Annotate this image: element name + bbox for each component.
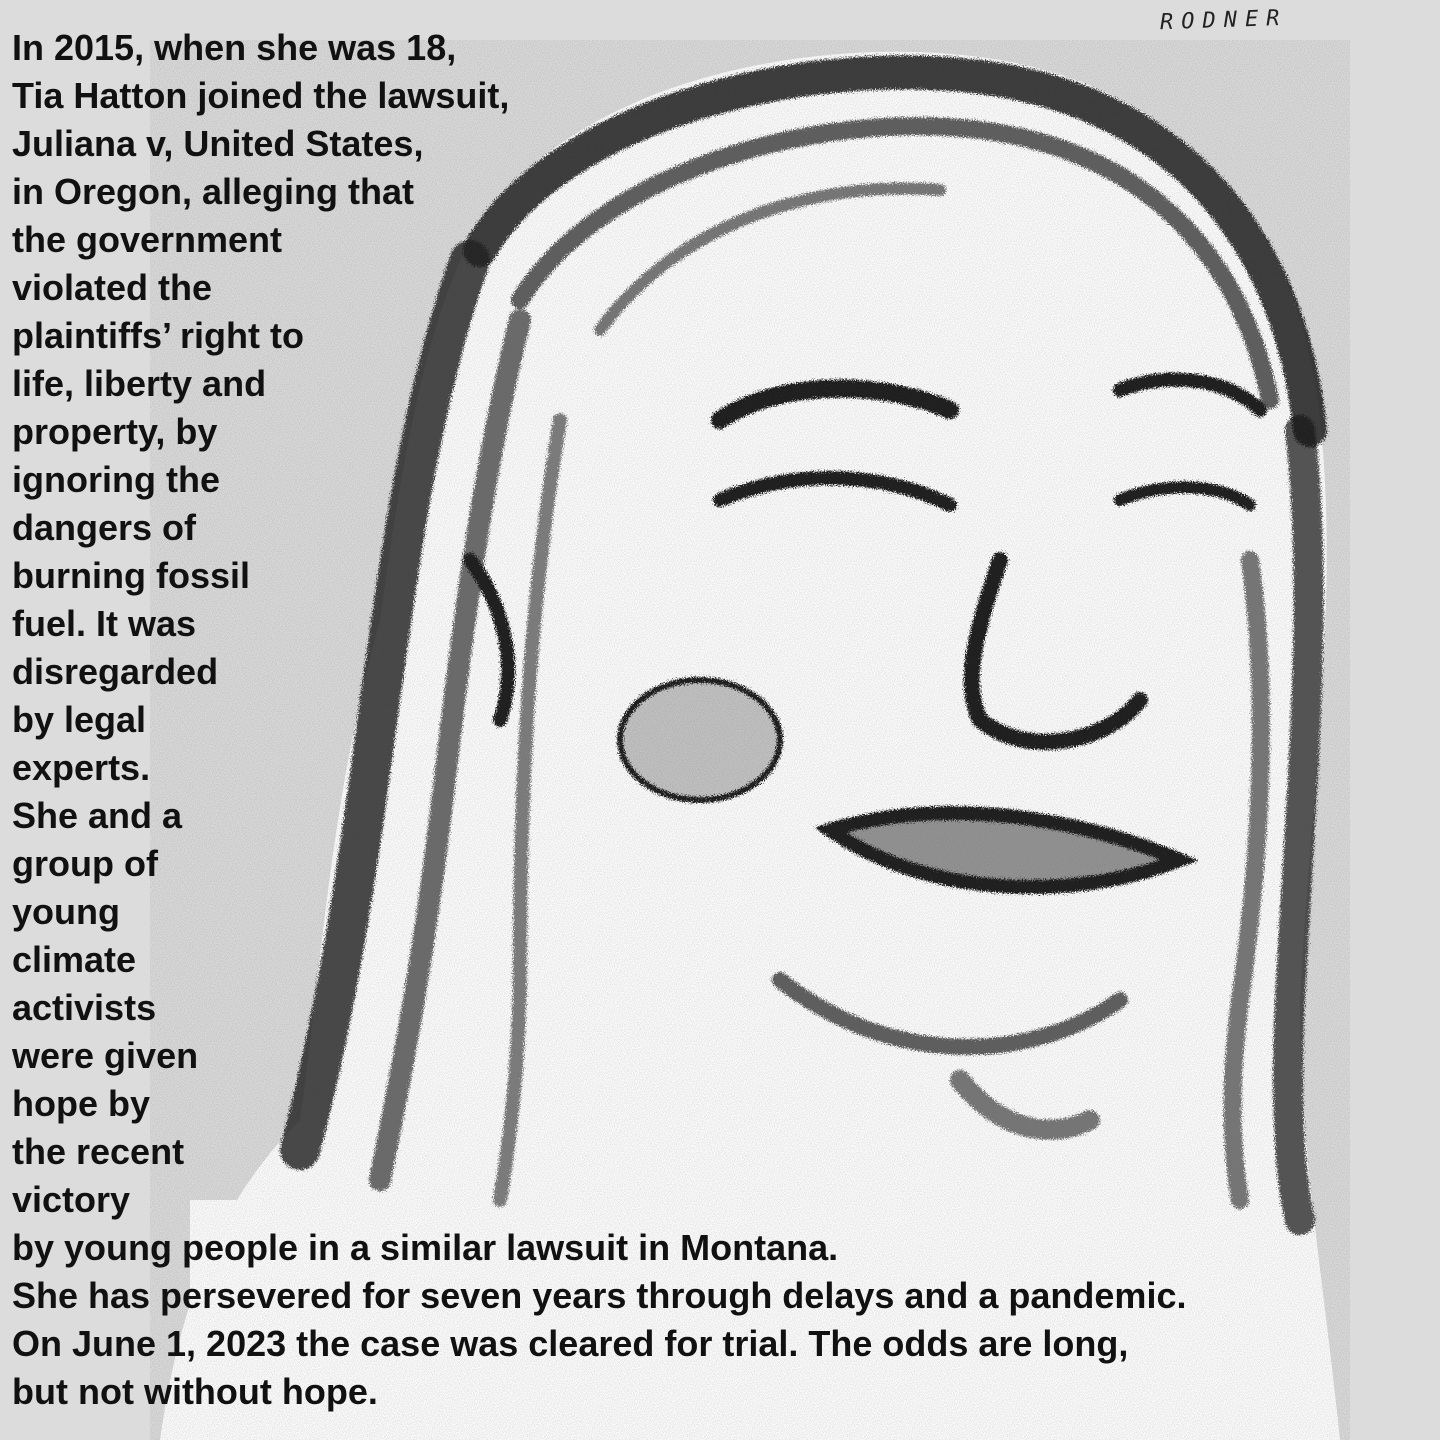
story-line: young (12, 891, 120, 932)
story-line: were given (12, 1035, 199, 1076)
story-text (12, 24, 1186, 1416)
artist-signature: RODNER (1159, 5, 1288, 36)
story-line: the government (12, 219, 283, 260)
story-line: plaintiffs’ right to (12, 315, 304, 356)
story-line: Juliana v, United States, (12, 123, 424, 164)
story-line: violated the (12, 267, 213, 308)
story-line: victory (12, 1179, 131, 1220)
story-line: She and a (12, 795, 183, 836)
story-line: burning fossil (12, 555, 250, 596)
story-line: in Oregon, alleging that (12, 171, 415, 212)
story-line: In 2015, when she was 18, (12, 27, 457, 68)
story-line: fuel. It was (12, 603, 197, 644)
story-line: She has persevered for seven years through delays and a pandemic. (12, 1275, 1187, 1316)
story-line: life, liberty and (12, 363, 267, 404)
story-line: but not without hope. (12, 1371, 378, 1412)
story-line: ignoring the (12, 459, 220, 500)
story-line: dangers of (12, 507, 197, 548)
story-line: experts. (12, 747, 151, 788)
story-line: group of (12, 843, 158, 884)
story-line: by young people in a similar lawsuit in Montana. (12, 1227, 839, 1268)
story-line: climate (12, 939, 137, 980)
story-line: Tia Hatton joined the lawsuit, (12, 75, 510, 116)
story-line: activists (12, 987, 157, 1028)
story-line: the recent (12, 1131, 185, 1172)
story-line: On June 1, 2023 the case was cleared for trial. The odds are long, (12, 1323, 1129, 1364)
story-line: disregarded (12, 651, 219, 692)
story-line: by legal (12, 699, 147, 740)
story-line: hope by (12, 1083, 151, 1124)
story-line: property, by (12, 411, 218, 452)
